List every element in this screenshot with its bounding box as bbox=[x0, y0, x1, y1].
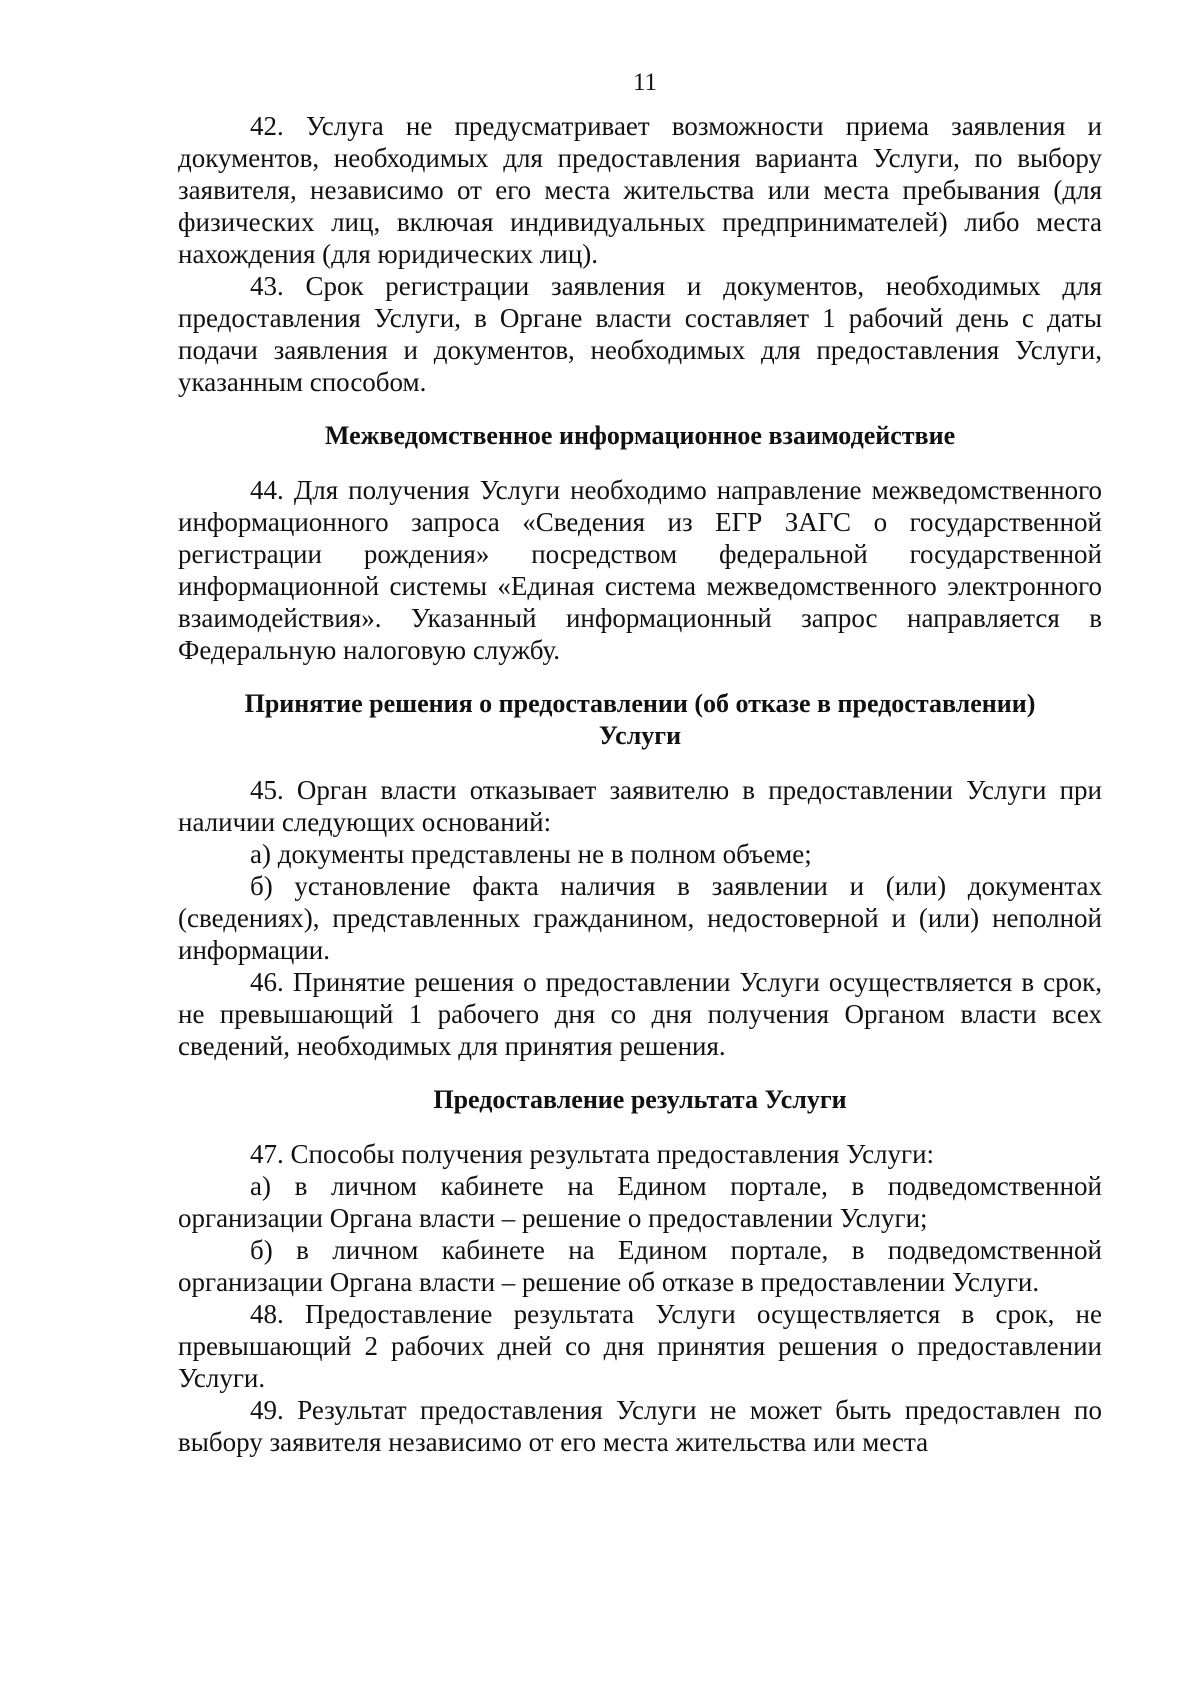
paragraph-49: 49. Результат предоставления Услуги не может быть предоставлен по выбору заявителя независимо от его места жительства или места bbox=[178, 1395, 1102, 1457]
paragraph-45-a: а) документы представлены не в полном объеме; bbox=[250, 839, 812, 869]
paragraph-48: 48. Предоставление результата Услуги осуществляется в срок, не превышающий 2 рабочих дней со дня принятия решения о предоставлении Услуги. bbox=[178, 1299, 1102, 1393]
paragraph-46: 46. Принятие решения о предоставлении Услуги осуществляется в срок, не превышающий 1 рабочего дня со дня получения Органом власти всех сведений, необходимых для принятия решения. bbox=[178, 967, 1102, 1061]
heading-service-result: Предоставление результата Услуги bbox=[433, 1085, 847, 1114]
heading-decision-line-1: Принятие решения о предоставлении (об отказе в предоставлении) bbox=[244, 689, 1036, 718]
paragraph-43: 43. Срок регистрации заявления и документов, необходимых для предоставления Услуги, в Органе власти составляет 1 рабочий день с даты подачи заявления и документов, необходимых для предоставления Услуги, указанным способом. bbox=[178, 271, 1102, 397]
paragraph-44: 44. Для получения Услуги необходимо направление межведомственного информационного запроса «Сведения из ЕГР ЗАГС о государственной регистрации рождения» посредством федеральной государственной информационной системы «Единая система межведомственного электронного взаимодействия». Указанный информационный запрос направляется в Федеральную налоговую службу. bbox=[178, 475, 1102, 665]
paragraph-45-b: б) установление факта наличия в заявлении и (или) документах (сведениях), представленных гражданином, недостоверной и (или) неполной информации. bbox=[178, 871, 1102, 965]
page-number: 11 bbox=[632, 69, 658, 96]
heading-decision-line-2: Услуги bbox=[598, 721, 682, 750]
paragraph-45: 45. Орган власти отказывает заявителю в предоставлении Услуги при наличии следующих оснований: bbox=[178, 775, 1102, 837]
paragraph-42: 42. Услуга не предусматривает возможности приема заявления и документов, необходимых для предоставления варианта Услуги, по выбору заявителя, независимо от его места жительства или места пребывания (для физических лиц, включая индивидуальных предпринимателей) либо места нахождения (для юридических лиц). bbox=[178, 111, 1102, 269]
document-page bbox=[178, 70, 1102, 1458]
heading-interdepartmental-interaction: Межведомственное информационное взаимодействие bbox=[324, 421, 956, 450]
paragraph-47-a: а) в личном кабинете на Едином портале, в подведомственной организации Органа власти – решение о предоставлении Услуги; bbox=[178, 1171, 1102, 1233]
paragraph-47: 47. Способы получения результата предоставления Услуги: bbox=[250, 1139, 935, 1169]
paragraph-47-b: б) в личном кабинете на Едином портале, в подведомственной организации Органа власти – решение об отказе в предоставлении Услуги. bbox=[178, 1235, 1102, 1297]
